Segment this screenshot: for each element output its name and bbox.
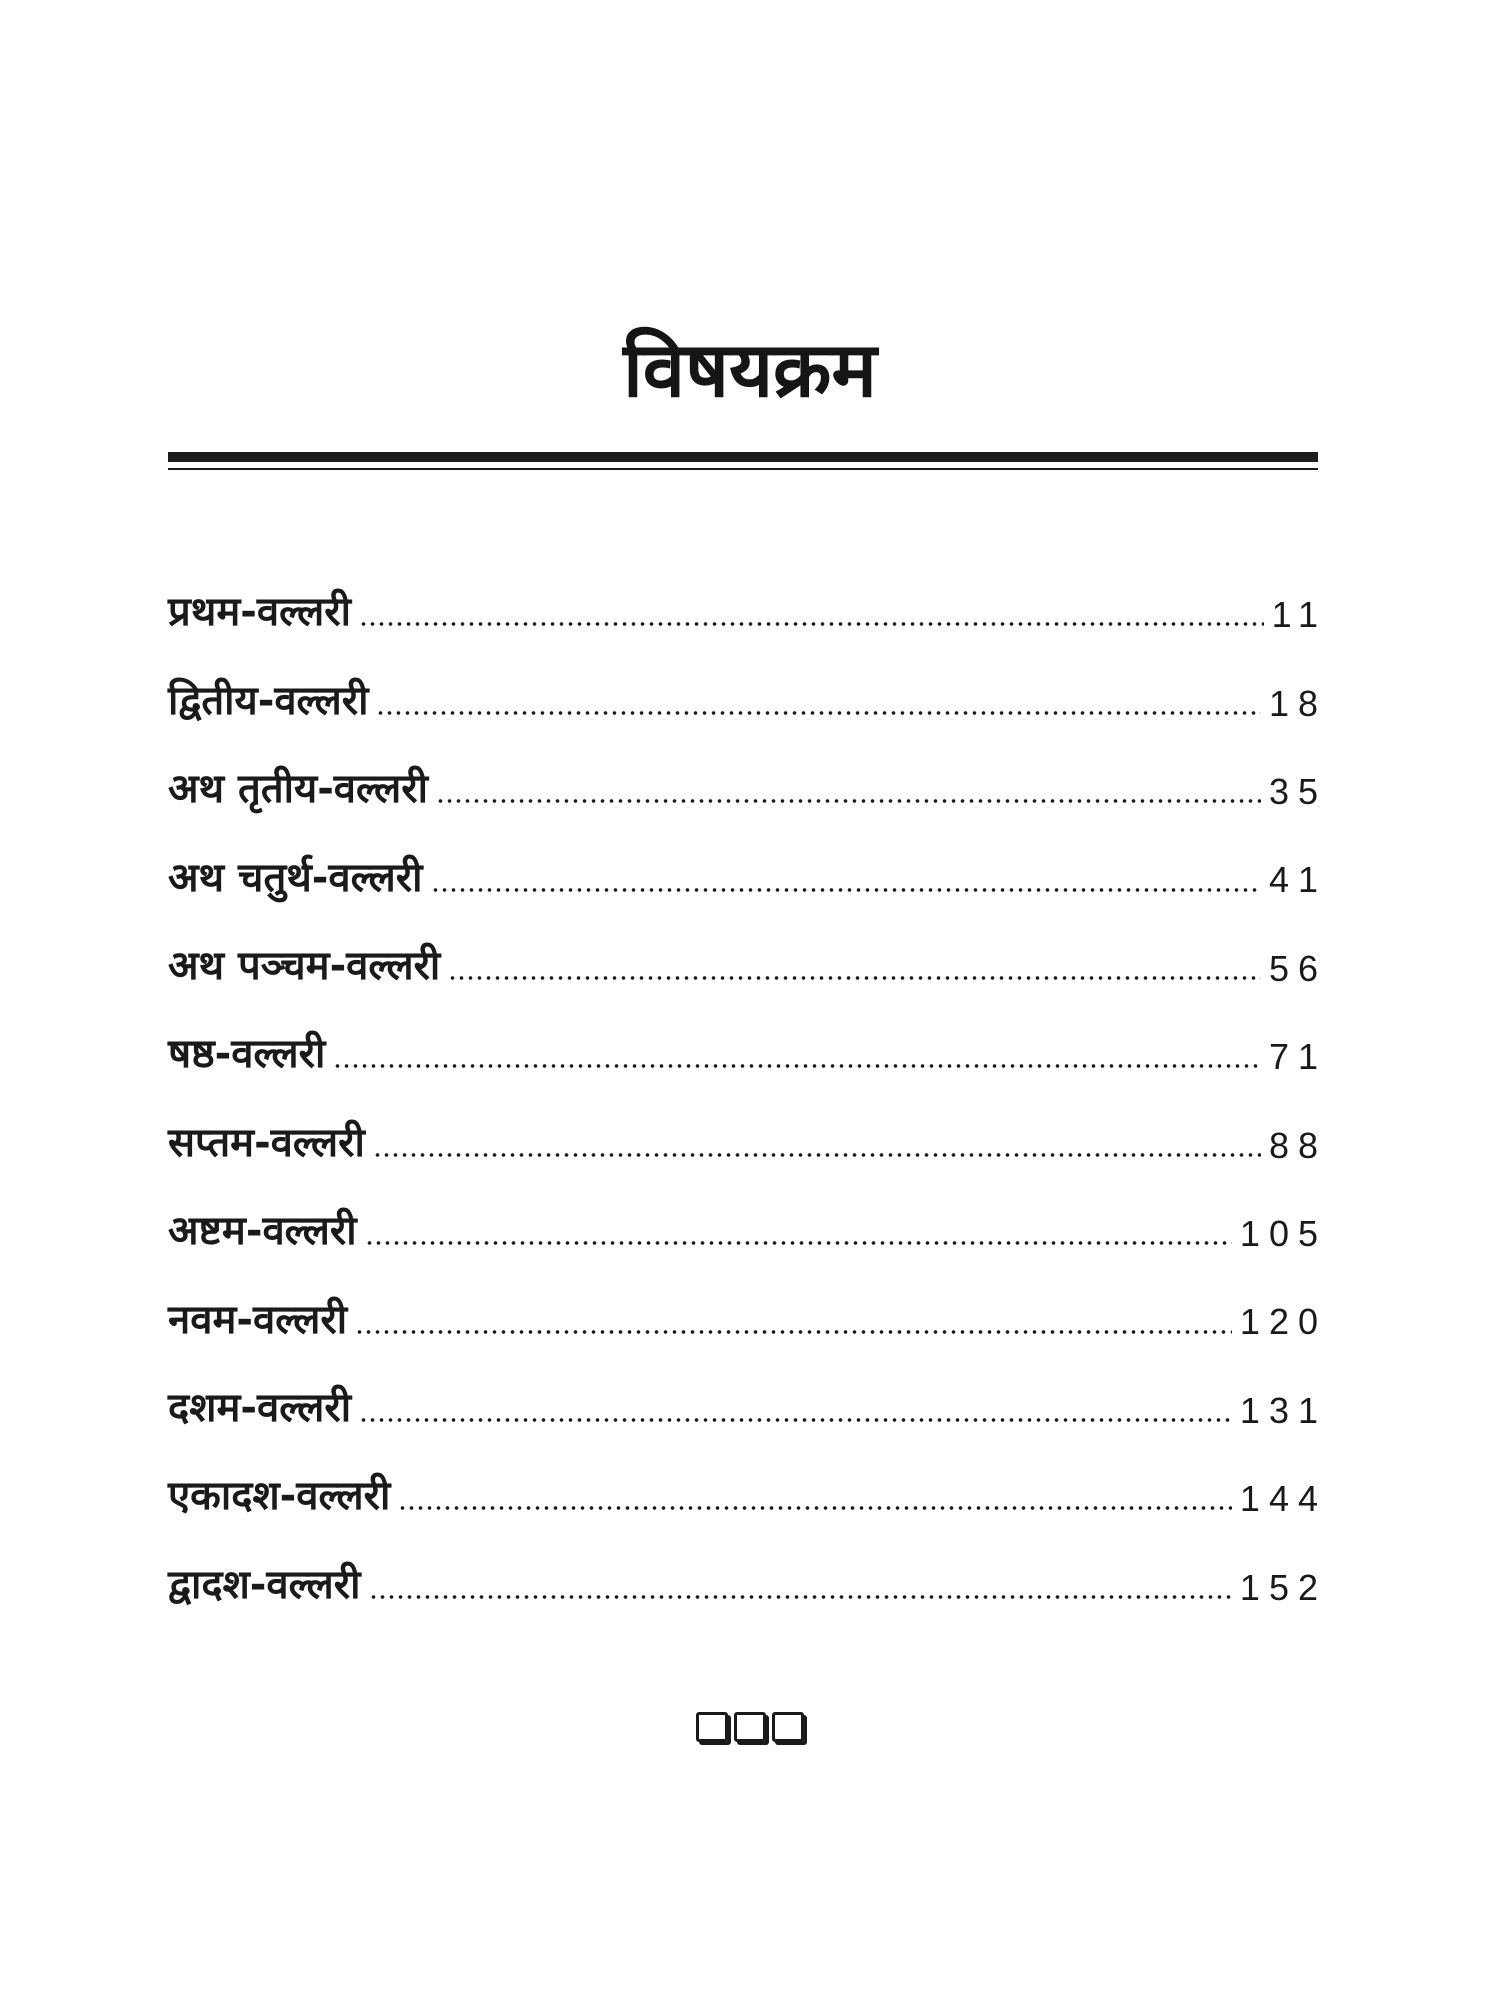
page-title: विषयक्रम xyxy=(623,325,877,414)
toc-entry xyxy=(168,825,1327,913)
dot-leader xyxy=(359,622,1264,626)
toc-entry-title: द्वितीय-वल्लरी xyxy=(168,677,369,724)
toc-entry-title: सप्तम-वल्लरी xyxy=(168,1119,365,1166)
toc-entry xyxy=(168,560,1327,648)
toc-entry xyxy=(168,914,1327,1002)
toc-entry xyxy=(168,737,1327,825)
toc-entry-title: प्रथम-वल्लरी xyxy=(168,589,351,636)
toc-entry xyxy=(168,1532,1327,1620)
toc-entry-title: अष्टम-वल्लरी xyxy=(168,1208,357,1255)
toc-entry xyxy=(168,1267,1327,1355)
end-ornament xyxy=(0,1712,1500,1742)
toc-entry-page: 105 xyxy=(1239,1212,1327,1254)
dot-leader xyxy=(448,976,1261,980)
dot-leader xyxy=(431,888,1261,892)
dot-leader xyxy=(365,1241,1232,1245)
box-icon xyxy=(734,1712,766,1742)
toc-entry xyxy=(168,1002,1327,1090)
box-icon xyxy=(772,1712,804,1742)
toc-entry-page: 144 xyxy=(1239,1478,1327,1520)
toc-entry-title: नवम-वल्लरी xyxy=(168,1296,348,1343)
toc-entry-page: 88 xyxy=(1268,1124,1327,1166)
box-icon xyxy=(696,1712,728,1742)
toc-entry-page: 41 xyxy=(1268,859,1327,901)
toc-entry xyxy=(168,1090,1327,1178)
title-rule-thick xyxy=(168,452,1318,462)
toc-entry-title: अथ चतुर्थ-वल्लरी xyxy=(168,854,423,901)
dot-leader xyxy=(355,1330,1232,1334)
toc-entry-page: 11 xyxy=(1271,594,1327,636)
toc-entry-page: 152 xyxy=(1239,1566,1327,1608)
toc-entry-page: 35 xyxy=(1268,770,1327,812)
table-of-contents xyxy=(168,560,1327,1621)
toc-entry-page: 131 xyxy=(1239,1389,1327,1431)
toc-entry-title: अथ तृतीय-वल्लरी xyxy=(168,766,428,813)
toc-entry xyxy=(168,648,1327,736)
dot-leader xyxy=(333,1064,1261,1068)
toc-entry xyxy=(168,1356,1327,1444)
title-rule-thin xyxy=(168,468,1318,470)
dot-leader xyxy=(373,1153,1261,1157)
dot-leader xyxy=(398,1506,1232,1510)
dot-leader xyxy=(359,1418,1232,1422)
dot-leader xyxy=(376,711,1261,715)
toc-entry-title: षष्ठ-वल्लरी xyxy=(168,1031,326,1078)
toc-entry-page: 56 xyxy=(1268,947,1327,989)
toc-entry-page: 120 xyxy=(1239,1301,1327,1343)
toc-entry xyxy=(168,1444,1327,1532)
dot-leader xyxy=(369,1595,1232,1599)
toc-entry xyxy=(168,1179,1327,1267)
toc-entry-title: दशम-वल्लरी xyxy=(168,1384,352,1431)
toc-entry-page: 71 xyxy=(1268,1036,1327,1078)
toc-entry-title: अथ पञ्चम-वल्लरी xyxy=(168,942,441,989)
dot-leader xyxy=(436,799,1261,803)
toc-entry-page: 18 xyxy=(1268,682,1327,724)
toc-entry-title: एकादश-वल्लरी xyxy=(168,1473,391,1520)
toc-entry-title: द्वादश-वल्लरी xyxy=(168,1561,361,1608)
